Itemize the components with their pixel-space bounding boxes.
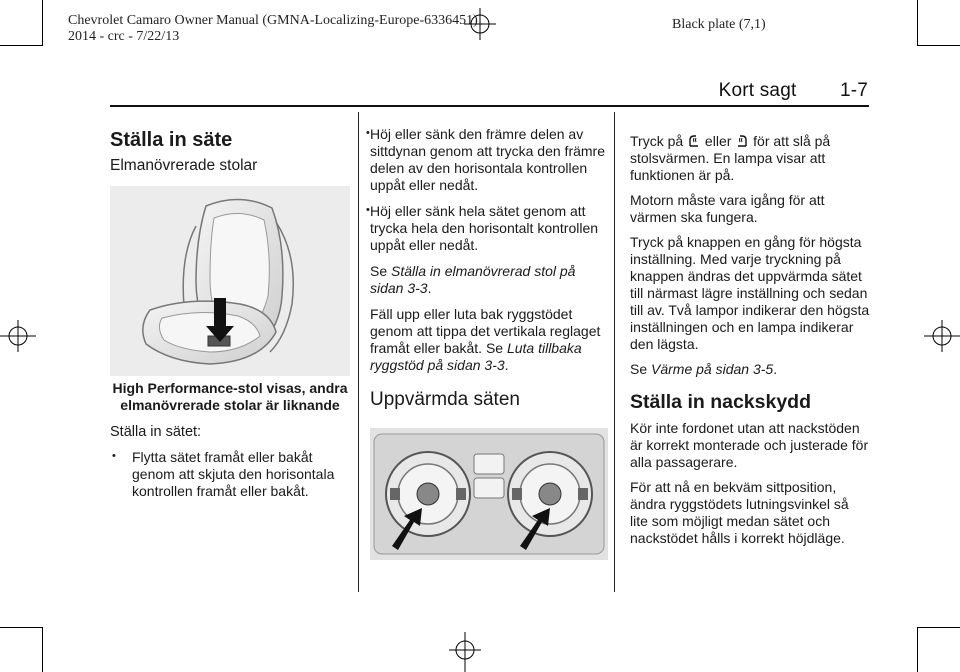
list-item bbox=[366, 203, 608, 254]
power-seats-subheading: Elmanövrerade stolar bbox=[110, 157, 258, 174]
crop-mark-top-right-h bbox=[918, 45, 960, 46]
registration-mark-right-icon bbox=[924, 320, 960, 352]
heated-seat-passenger-icon bbox=[735, 134, 749, 148]
crc-date-line: 2014 - crc - 7/22/13 bbox=[68, 29, 180, 44]
p1-middle: eller bbox=[701, 133, 736, 149]
column-1 bbox=[110, 128, 350, 175]
ref-heat-link[interactable]: Värme på sidan 3-5 bbox=[651, 361, 774, 377]
crop-mark-top-right-v bbox=[917, 0, 918, 46]
bullet-raise-seat: Höj eller sänk hela sätet genom att trycka hela den horisontalt kontrollen uppåt eller nedåt. bbox=[370, 203, 599, 253]
ref-suffix: . bbox=[427, 280, 432, 296]
ref-prefix: Se bbox=[630, 361, 652, 377]
seating-position-paragraph: För att nå en bekväm sittposition, ändra ryggstödets lutningsvinkel så lite som möjligt medan sätet och nackstödet hålls i korrekt höjdläge. bbox=[630, 479, 849, 546]
recline-paragraph bbox=[370, 306, 608, 374]
bullet-icon: • bbox=[112, 450, 116, 462]
bullet-raise-front: Höj eller sänk den främre delen av sittdynan genom att trycka den främre delen av den horisontala kontrollen uppåt eller nedåt. bbox=[370, 126, 605, 193]
column-3 bbox=[630, 133, 870, 547]
heated-seat-controls-illustration bbox=[370, 428, 608, 560]
heat-settings-paragraph: Tryck på knappen en gång för högsta inställning. Med varje tryckning på knappen ändras det uppvärmda sätet till närmast lägre inställning och sedan till av. Två lampor indikerar den högsta inställningen och en lampa indikerar den lägsta. bbox=[630, 234, 870, 352]
p1-end: för att slå på stolsvärmen. En lampa visar att funktionen är på. bbox=[630, 133, 831, 183]
crop-mark-bottom-left-v bbox=[42, 627, 43, 672]
heat-reference bbox=[630, 361, 870, 378]
heated-seat-instruction bbox=[630, 133, 870, 184]
ref-prefix: Se bbox=[370, 263, 392, 279]
black-plate-label: Black plate (7,1) bbox=[672, 17, 766, 32]
bullet-icon: • bbox=[366, 127, 370, 139]
registration-mark-top-icon bbox=[464, 8, 496, 40]
recline-text: Fäll upp eller luta bak ryggstödet genom att tippa det vertikala reglaget framåt eller bakåt. Se bbox=[370, 306, 601, 356]
header-rule bbox=[110, 105, 869, 107]
column-2 bbox=[366, 126, 608, 412]
bullet-icon: • bbox=[366, 204, 370, 216]
crop-mark-bottom-right-v bbox=[917, 627, 918, 672]
head-restraint-warning: Kör inte fordonet utan att nackstöden är korrekt monterade och justerade för alla passagerare. bbox=[630, 420, 869, 470]
column-divider-1 bbox=[358, 112, 359, 592]
head-restraint-heading: Ställa in nackskydd bbox=[630, 391, 811, 413]
column-1-lower bbox=[110, 380, 350, 500]
engine-running-note: Motorn måste vara igång för att värmen ska fungera. bbox=[630, 192, 825, 225]
crop-mark-bottom-left-h bbox=[0, 627, 42, 628]
crop-mark-top-left-h bbox=[0, 45, 42, 46]
ref-recline-link[interactable]: Luta tillbaka ryggstöd på sidan 3-3 bbox=[370, 340, 582, 373]
seat-adjust-heading: Ställa in säte bbox=[110, 129, 233, 151]
list-item bbox=[110, 449, 350, 500]
seat-figure-caption: High Performance-stol visas, andra elmanövrerade stolar är liknande bbox=[112, 380, 348, 413]
manual-title-line: Chevrolet Camaro Owner Manual (GMNA-Localizing-Europe-6336451) bbox=[68, 13, 478, 28]
crop-mark-bottom-right-h bbox=[918, 627, 960, 628]
print-header bbox=[68, 13, 478, 45]
page-number: 1-7 bbox=[839, 80, 868, 101]
section-title: Kort sagt bbox=[718, 80, 797, 101]
list-item bbox=[366, 126, 608, 194]
power-seat-illustration bbox=[110, 186, 350, 376]
p1-start: Tryck på bbox=[630, 133, 688, 149]
section-header bbox=[719, 80, 868, 102]
power-seat-reference bbox=[370, 263, 608, 297]
heated-seats-heading: Uppvärmda säten bbox=[370, 389, 520, 410]
heated-seat-driver-icon bbox=[687, 134, 701, 148]
adjust-intro: Ställa in sätet: bbox=[110, 424, 202, 440]
crop-mark-top-left-v bbox=[42, 0, 43, 46]
column-divider-2 bbox=[614, 112, 615, 592]
registration-mark-bottom-icon bbox=[449, 632, 481, 672]
bullet-move-seat: Flytta sätet framåt eller bakåt genom att skjuta den horisontala kontrollen framåt eller bakåt. bbox=[132, 449, 335, 499]
recline-suffix: . bbox=[504, 357, 509, 373]
ref-power-seat-link[interactable]: Ställa in elmanövrerad stol på sidan 3-3 bbox=[370, 263, 576, 296]
ref-suffix: . bbox=[773, 361, 778, 377]
registration-mark-left-icon bbox=[0, 320, 36, 352]
